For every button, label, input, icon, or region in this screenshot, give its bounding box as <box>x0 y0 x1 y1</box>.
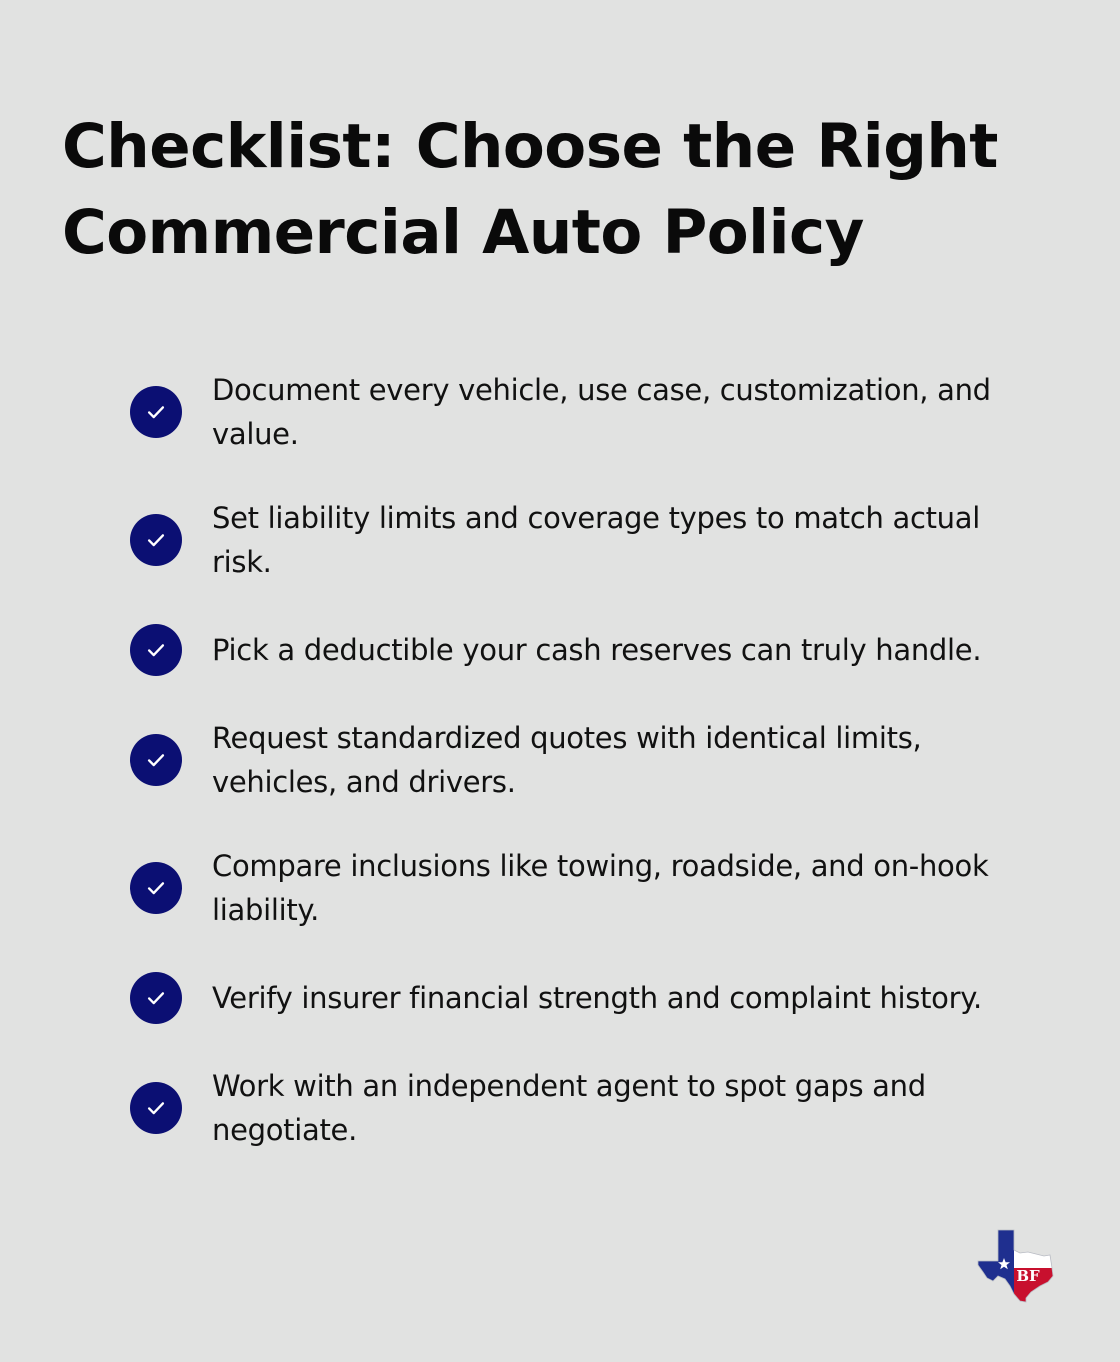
checklist-item <box>130 1064 1050 1152</box>
checklist-item-text: Pick a deductible your cash reserves can truly handle. <box>212 633 982 667</box>
check-icon <box>130 862 182 914</box>
checklist-item-text: Document every vehicle, use case, customization, and value. <box>212 373 991 451</box>
logo-monogram: BF <box>1016 1267 1040 1285</box>
check-icon <box>130 386 182 438</box>
checklist-item <box>130 976 1050 1020</box>
texas-flag-logo <box>976 1228 1056 1304</box>
check-icon <box>130 972 182 1024</box>
check-icon <box>130 734 182 786</box>
page-title: Checklist: Choose the Right Commercial Auto Policy <box>62 111 998 268</box>
check-icon <box>130 624 182 676</box>
checklist-item-text: Request standardized quotes with identical limits, vehicles, and drivers. <box>212 721 922 799</box>
checklist-item <box>130 716 1050 804</box>
checklist-item-text: Work with an independent agent to spot gaps and negotiate. <box>212 1069 926 1147</box>
checklist-item <box>130 844 1050 932</box>
check-icon <box>130 1082 182 1134</box>
checklist-item-text: Verify insurer financial strength and complaint history. <box>212 981 982 1015</box>
checklist-item <box>130 368 1050 456</box>
checklist-item-text: Set liability limits and coverage types to match actual risk. <box>212 501 980 579</box>
check-icon <box>130 514 182 566</box>
checklist-item <box>130 628 1050 672</box>
checklist-item-text: Compare inclusions like towing, roadside, and on-hook liability. <box>212 849 989 927</box>
checklist-item <box>130 496 1050 584</box>
